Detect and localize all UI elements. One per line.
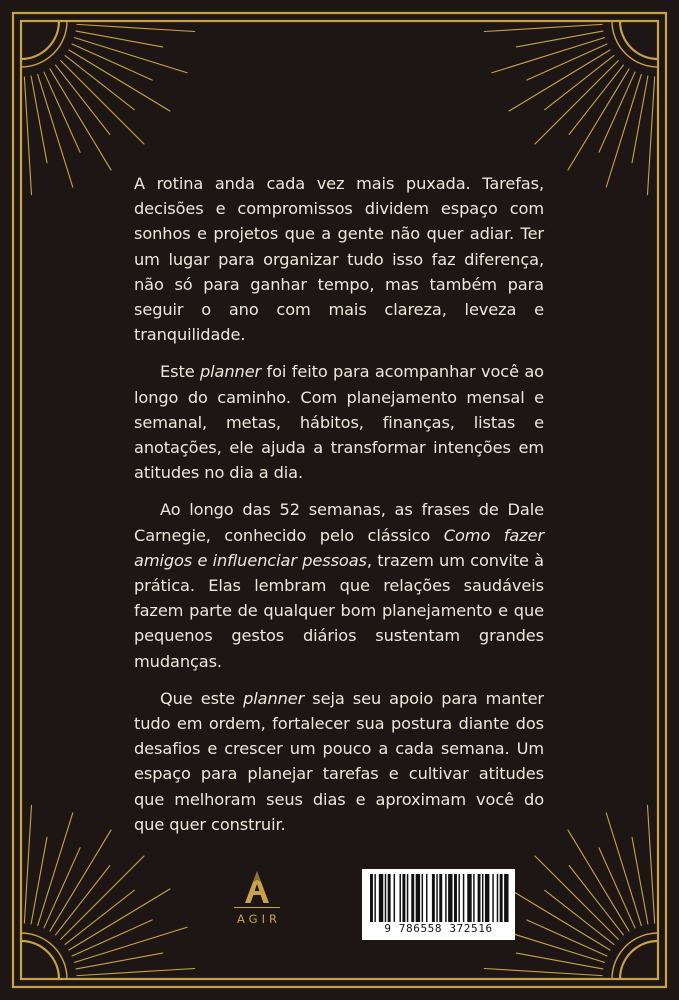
top-right-corner-arc-outer	[612, 21, 658, 67]
sunburst-ray	[77, 968, 195, 975]
barcode-bar	[388, 874, 391, 922]
back-cover-text	[134, 171, 544, 849]
publisher-name: AGIR	[237, 912, 281, 926]
barcode-bar	[436, 874, 437, 922]
barcode-bar	[445, 874, 446, 922]
paragraph-3-rest: , trazem um convite à prática. Elas lembram que relações saudáveis fazem parte de qualquer bom planejamento e que pequenos gestos diários sustentam grandes mudanças.	[134, 550, 544, 671]
sunburst-ray	[38, 74, 73, 187]
isbn-digits: 9 786558 372516	[384, 922, 493, 935]
paragraph-2-start: Este	[160, 362, 200, 382]
planner-italic-2: planner	[243, 688, 305, 708]
bottom-right-corner-arc-outer	[612, 933, 658, 979]
barcode-bar	[426, 874, 427, 922]
sunburst-ray	[76, 31, 163, 47]
logo-rule	[234, 907, 280, 908]
isbn-barcode	[362, 869, 515, 940]
barcode-bar	[374, 874, 375, 922]
barcode-bar	[504, 874, 508, 922]
barcode-bar	[432, 874, 435, 922]
sunburst-ray	[606, 74, 641, 187]
sunburst-ray	[492, 38, 605, 73]
sunburst-ray	[647, 805, 654, 923]
sunburst-ray	[606, 813, 641, 926]
barcode-bar	[473, 874, 474, 922]
publisher-logo	[222, 870, 292, 940]
top-left-corner-arc-outer	[21, 21, 67, 67]
paragraph-3	[134, 497, 544, 673]
barcode-icon	[370, 874, 510, 922]
barcode-bar	[478, 874, 481, 922]
barcode-bar	[416, 874, 420, 922]
barcode-bar	[463, 874, 464, 922]
barcode-bar	[422, 874, 423, 922]
barcode-bar	[379, 874, 383, 922]
barcode-bar	[497, 874, 498, 922]
sunburst-ray	[31, 76, 47, 163]
barcode-bar	[467, 874, 471, 922]
barcode-bar	[485, 874, 489, 922]
sunburst-ray	[74, 38, 187, 73]
barcode-bar	[407, 874, 408, 922]
paragraph-4-rest: seja seu apoio para manter tudo em ordem, fortalecer sua postura diante dos desafios e crescer um pouco a cada semana. Um espaço para planejar tarefas e cultivar atitudes que melhoram seus dias e aproximam você do que quer construir.	[134, 688, 544, 834]
barcode-bar	[394, 874, 395, 922]
barcode-bar	[454, 874, 457, 922]
sunburst-ray	[77, 24, 195, 31]
sunburst-ray	[74, 927, 187, 962]
paragraph-4	[134, 686, 544, 837]
sunburst-ray	[61, 61, 144, 144]
sunburst-ray	[647, 77, 654, 195]
barcode-bar	[500, 874, 503, 922]
sunburst-ray	[535, 61, 618, 144]
sunburst-ray	[632, 837, 648, 924]
sunburst-ray	[38, 813, 73, 926]
sunburst-ray	[61, 856, 144, 939]
book-title-italic: Como fazer amigos e influenciar pessoas	[134, 525, 544, 570]
agir-a-logo-icon	[242, 870, 272, 904]
sunburst-ray	[484, 24, 602, 31]
paragraph-1: A rotina anda cada vez mais puxada. Tarefas, decisões e compromissos dividem espaço com sonhos e projetos que a gente não quer adiar. Ter um lugar para organizar tudo isso faz diferença, não só para ganhar tempo, mas também para seguir o ano com mais clareza, leveza e tranquilidade.	[134, 174, 544, 345]
bottom-left-corner-arc-outer	[21, 933, 67, 979]
planner-italic: planner	[199, 362, 262, 382]
barcode-bar	[482, 874, 483, 922]
sunburst-ray	[31, 837, 47, 924]
sunburst-ray	[516, 953, 603, 969]
barcode-bar	[492, 874, 493, 922]
barcode-bar	[411, 874, 414, 922]
barcode-bar	[399, 874, 400, 922]
sunburst-ray	[24, 77, 31, 195]
sunburst-ray	[24, 805, 31, 923]
barcode-bar	[448, 874, 452, 922]
sunburst-ray	[516, 31, 603, 47]
paragraph-2	[134, 359, 544, 485]
sunburst-ray	[76, 953, 163, 969]
paragraph-3-start: Ao longo das 52 semanas, as frases de Dale Carnegie, conhecido pelo clássico	[134, 500, 544, 545]
barcode-bar	[370, 874, 373, 922]
barcode-bar	[439, 874, 442, 922]
paragraph-4-start: Que este	[160, 688, 244, 708]
sunburst-ray	[484, 968, 602, 975]
sunburst-ray	[632, 76, 648, 163]
barcode-bar	[402, 874, 405, 922]
barcode-bar	[385, 874, 386, 922]
barcode-bar	[458, 874, 459, 922]
sunburst-ray	[535, 856, 618, 939]
paragraph-2-rest: foi feito para acompanhar você ao longo do caminho. Com planejamento mensal e semanal, metas, hábitos, finanças, listas e anotações, ele ajuda a transformar intenções em atitudes no dia a dia.	[134, 362, 544, 483]
